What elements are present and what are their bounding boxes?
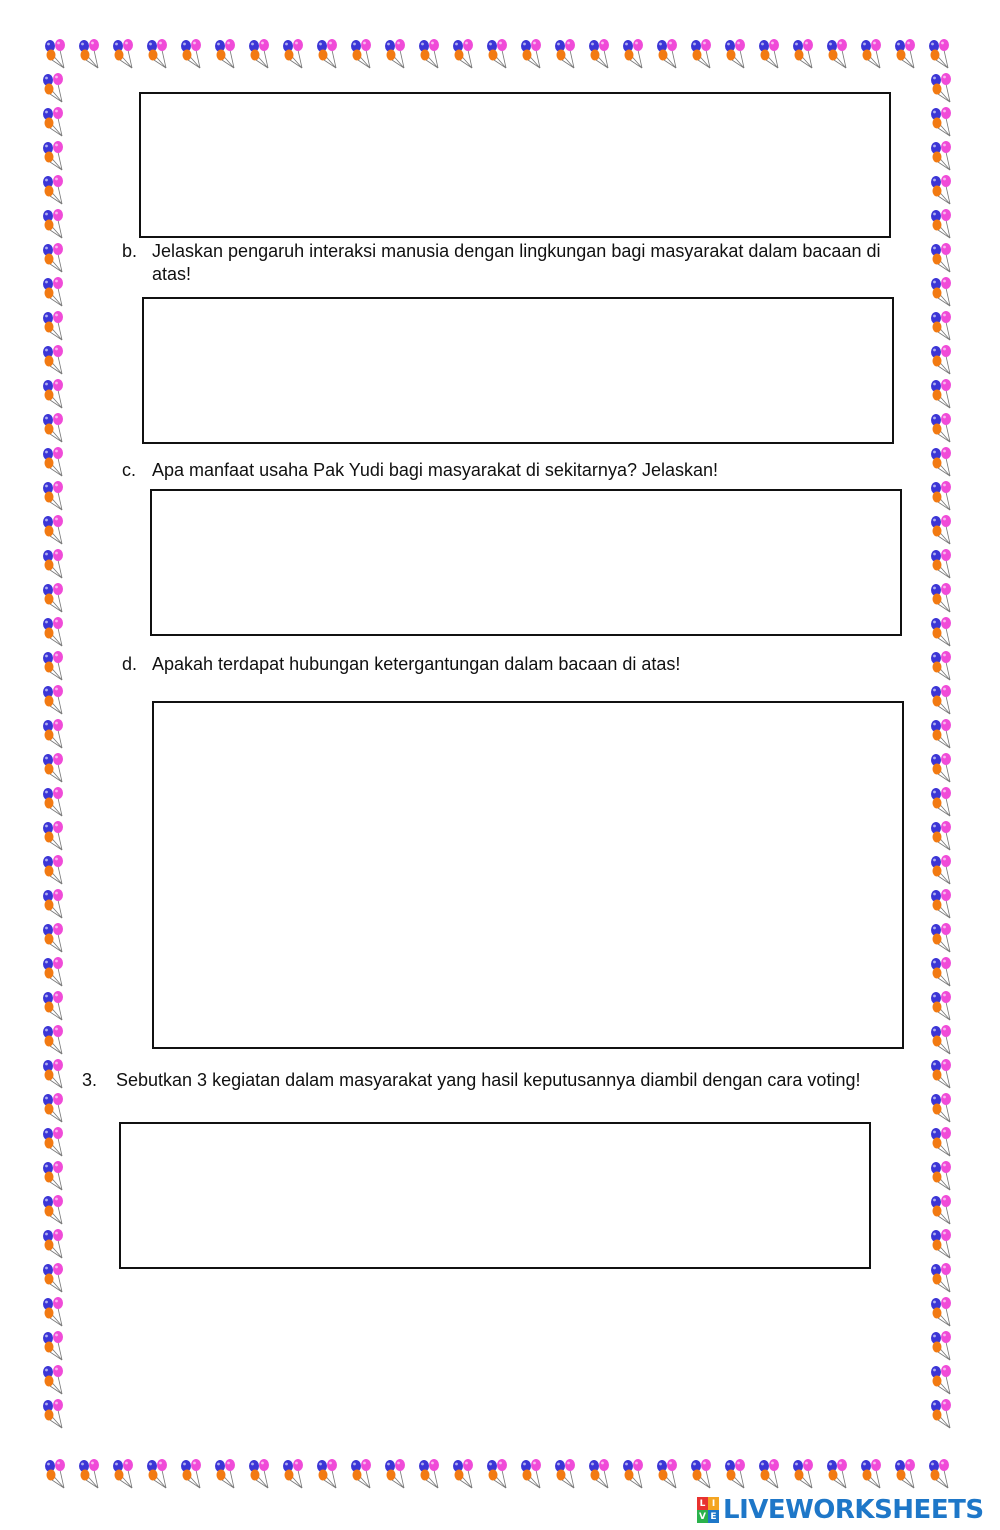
balloon-bunch-icon [555, 1459, 575, 1488]
balloon-bunch-icon [43, 1127, 63, 1156]
balloon-bunch-icon [43, 787, 63, 816]
balloon-bunch-icon [43, 1365, 63, 1394]
balloon-bunch-icon [931, 1059, 951, 1088]
balloon-bunch-icon [521, 1459, 541, 1488]
liveworksheets-logo [697, 1493, 984, 1527]
liveworksheets-wordmark: LIVEWORKSHEETS [723, 1495, 984, 1525]
balloon-bunch-icon [691, 39, 711, 68]
balloon-bunch-icon [453, 1459, 473, 1488]
balloon-bunch-icon [931, 413, 951, 442]
question-d-text: Apakah terdapat hubungan ketergantungan dalam bacaan di atas! [152, 654, 681, 674]
balloon-bunch-icon [283, 39, 303, 68]
balloon-bunch-icon [793, 39, 813, 68]
balloon-bunch-icon [931, 957, 951, 986]
balloon-border-left [36, 70, 70, 1456]
balloon-bunch-icon [657, 1459, 677, 1488]
balloon-bunch-icon [43, 583, 63, 612]
balloon-bunch-icon [249, 1459, 269, 1488]
balloon-bunch-icon [385, 39, 405, 68]
balloon-bunch-icon [931, 175, 951, 204]
balloon-bunch-icon [43, 855, 63, 884]
balloon-bunch-icon [827, 1459, 847, 1488]
balloon-bunch-icon [43, 549, 63, 578]
balloon-bunch-icon [487, 39, 507, 68]
balloon-bunch-icon [43, 515, 63, 544]
balloon-bunch-icon [623, 39, 643, 68]
badge-letter-e: E [708, 1510, 719, 1523]
balloon-bunch-icon [43, 923, 63, 952]
balloon-bunch-icon [43, 73, 63, 102]
balloon-bunch-icon [931, 1331, 951, 1360]
balloon-bunch-icon [759, 39, 779, 68]
question-b-marker: b. [122, 241, 138, 261]
balloon-bunch-icon [43, 753, 63, 782]
balloon-bunch-icon [43, 345, 63, 374]
balloon-bunch-icon [79, 39, 99, 68]
question-c-text: Apa manfaat usaha Pak Yudi bagi masyarakat di sekitarnya? Jelaskan! [152, 460, 719, 480]
balloon-border-right [924, 70, 958, 1456]
balloon-bunch-icon [759, 1459, 779, 1488]
balloon-bunch-icon [931, 345, 951, 374]
balloon-bunch-icon [657, 39, 677, 68]
balloon-bunch-icon [555, 39, 575, 68]
balloon-bunch-icon [931, 277, 951, 306]
balloon-bunch-icon [43, 243, 63, 272]
balloon-bunch-icon [43, 141, 63, 170]
answer-box-3[interactable] [119, 1122, 871, 1269]
balloon-bunch-icon [419, 39, 439, 68]
balloon-bunch-icon [43, 277, 63, 306]
badge-letter-l: L [697, 1497, 708, 1510]
balloon-bunch-icon [113, 39, 133, 68]
balloon-bunch-icon [931, 1297, 951, 1326]
balloon-bunch-icon [487, 1459, 507, 1488]
balloon-bunch-icon [931, 1263, 951, 1292]
balloon-bunch-icon [931, 1229, 951, 1258]
answer-box-b[interactable] [142, 297, 894, 444]
balloon-bunch-icon [931, 379, 951, 408]
balloon-bunch-icon [895, 39, 915, 68]
balloon-bunch-icon [691, 1459, 711, 1488]
balloon-bunch-icon [43, 107, 63, 136]
balloon-bunch-icon [931, 583, 951, 612]
balloon-bunch-icon [419, 1459, 439, 1488]
balloon-bunch-icon [931, 447, 951, 476]
balloon-bunch-icon [931, 141, 951, 170]
balloon-bunch-icon [43, 651, 63, 680]
balloon-bunch-icon [931, 1127, 951, 1156]
balloon-bunch-icon [147, 39, 167, 68]
balloon-bunch-icon [931, 685, 951, 714]
balloon-border-bottom [38, 1456, 958, 1490]
liveworksheets-badge-icon [697, 1497, 719, 1523]
balloon-bunch-icon [43, 719, 63, 748]
balloon-bunch-icon [351, 39, 371, 68]
balloon-bunch-icon [45, 39, 65, 68]
balloon-bunch-icon [43, 175, 63, 204]
balloon-bunch-icon [931, 1025, 951, 1054]
badge-letter-i: I [708, 1497, 719, 1510]
question-c [122, 459, 882, 482]
balloon-border-top [38, 36, 958, 70]
answer-box-c[interactable] [150, 489, 902, 636]
balloon-bunch-icon [453, 39, 473, 68]
balloon-bunch-icon [931, 73, 951, 102]
balloon-bunch-icon [931, 1161, 951, 1190]
badge-letter-v: V [697, 1510, 708, 1523]
balloon-bunch-icon [931, 209, 951, 238]
balloon-bunch-icon [521, 39, 541, 68]
balloon-bunch-icon [43, 209, 63, 238]
balloon-bunch-icon [43, 379, 63, 408]
balloon-bunch-icon [929, 39, 949, 68]
balloon-bunch-icon [931, 1365, 951, 1394]
balloon-bunch-icon [113, 1459, 133, 1488]
balloon-bunch-icon [931, 1195, 951, 1224]
balloon-bunch-icon [43, 1263, 63, 1292]
balloon-bunch-icon [931, 243, 951, 272]
balloon-bunch-icon [385, 1459, 405, 1488]
balloon-bunch-icon [861, 1459, 881, 1488]
balloon-bunch-icon [931, 617, 951, 646]
balloon-bunch-icon [589, 1459, 609, 1488]
balloon-bunch-icon [317, 1459, 337, 1488]
balloon-bunch-icon [931, 107, 951, 136]
question-b-text: Jelaskan pengaruh interaksi manusia dengan lingkungan bagi masyarakat dalam bacaan di atas! [152, 241, 881, 284]
answer-box-a[interactable] [139, 92, 891, 238]
balloon-bunch-icon [181, 39, 201, 68]
balloon-bunch-icon [43, 1331, 63, 1360]
balloon-bunch-icon [931, 753, 951, 782]
balloon-bunch-icon [181, 1459, 201, 1488]
balloon-bunch-icon [793, 1459, 813, 1488]
balloon-bunch-icon [351, 1459, 371, 1488]
balloon-bunch-icon [931, 719, 951, 748]
balloon-bunch-icon [43, 1093, 63, 1122]
balloon-bunch-icon [43, 1399, 63, 1428]
balloon-bunch-icon [931, 821, 951, 850]
question-3-text: Sebutkan 3 kegiatan dalam masyarakat yang hasil keputusannya diambil dengan cara voting! [116, 1070, 861, 1090]
answer-box-d[interactable] [152, 701, 904, 1049]
balloon-bunch-icon [43, 889, 63, 918]
balloon-bunch-icon [861, 39, 881, 68]
balloon-bunch-icon [43, 413, 63, 442]
balloon-bunch-icon [43, 617, 63, 646]
balloon-bunch-icon [283, 1459, 303, 1488]
question-c-marker: c. [122, 460, 137, 480]
balloon-bunch-icon [725, 39, 745, 68]
balloon-bunch-icon [725, 1459, 745, 1488]
balloon-bunch-icon [931, 923, 951, 952]
balloon-bunch-icon [929, 1459, 949, 1488]
balloon-bunch-icon [215, 39, 235, 68]
balloon-bunch-icon [931, 991, 951, 1020]
balloon-bunch-icon [43, 1059, 63, 1088]
balloon-bunch-icon [43, 1161, 63, 1190]
question-b [122, 240, 882, 286]
balloon-bunch-icon [43, 957, 63, 986]
balloon-bunch-icon [45, 1459, 65, 1488]
balloon-bunch-icon [43, 991, 63, 1020]
balloon-bunch-icon [43, 821, 63, 850]
balloon-bunch-icon [317, 39, 337, 68]
balloon-bunch-icon [43, 481, 63, 510]
question-3-marker: 3. [82, 1070, 98, 1090]
balloon-bunch-icon [931, 1093, 951, 1122]
balloon-bunch-icon [43, 1195, 63, 1224]
balloon-bunch-icon [589, 39, 609, 68]
balloon-bunch-icon [249, 39, 269, 68]
balloon-bunch-icon [931, 1399, 951, 1428]
balloon-bunch-icon [623, 1459, 643, 1488]
question-d-marker: d. [122, 654, 138, 674]
balloon-bunch-icon [43, 447, 63, 476]
balloon-bunch-icon [43, 311, 63, 340]
balloon-bunch-icon [43, 685, 63, 714]
balloon-bunch-icon [931, 651, 951, 680]
balloon-bunch-icon [931, 549, 951, 578]
balloon-bunch-icon [931, 311, 951, 340]
question-d [122, 653, 882, 676]
balloon-bunch-icon [43, 1025, 63, 1054]
balloon-bunch-icon [931, 481, 951, 510]
balloon-bunch-icon [931, 889, 951, 918]
balloon-bunch-icon [215, 1459, 235, 1488]
balloon-bunch-icon [895, 1459, 915, 1488]
balloon-bunch-icon [931, 855, 951, 884]
question-3 [82, 1069, 882, 1092]
balloon-bunch-icon [43, 1297, 63, 1326]
balloon-bunch-icon [79, 1459, 99, 1488]
balloon-bunch-icon [43, 1229, 63, 1258]
balloon-bunch-icon [147, 1459, 167, 1488]
balloon-bunch-icon [931, 515, 951, 544]
balloon-bunch-icon [931, 787, 951, 816]
balloon-bunch-icon [827, 39, 847, 68]
